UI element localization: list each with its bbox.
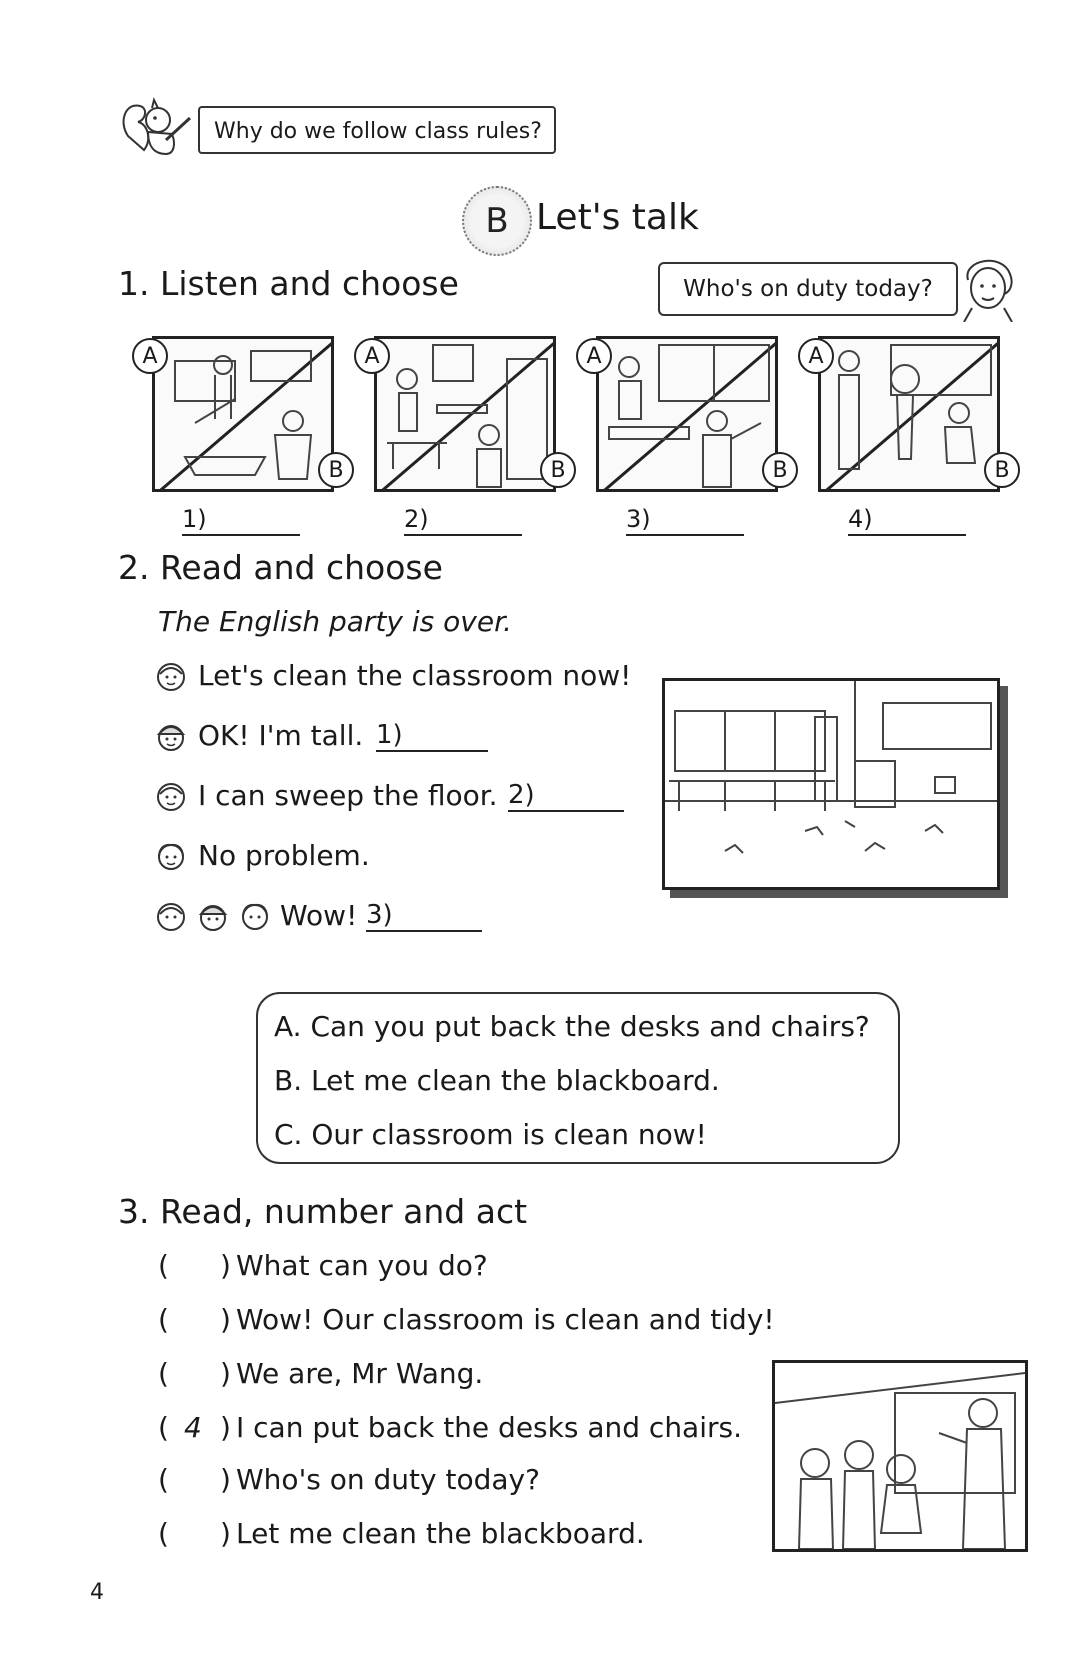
close-paren: ) (220, 1517, 231, 1550)
sentence-text: I can put back the desks and chairs. (236, 1411, 742, 1444)
answer-blank-3[interactable]: 3) (626, 504, 744, 536)
sentence-row-4 (158, 1408, 742, 1448)
sentence-text: Wow! Our classroom is clean and tidy! (236, 1303, 775, 1336)
number-slot[interactable] (158, 1354, 236, 1394)
number-slot[interactable] (158, 1460, 236, 1500)
squirrel-icon (118, 96, 194, 160)
number-slot[interactable] (158, 1514, 236, 1554)
messy-classroom-picture (662, 678, 1000, 890)
guiding-question: Why do we follow class rules? (214, 119, 542, 144)
marker-b-1: B (318, 452, 354, 488)
picture-panel-3 (596, 336, 778, 492)
exercise-1-title: 1. Listen and choose (118, 264, 459, 303)
open-paren: ( (158, 1463, 169, 1496)
dialogue-blank-2[interactable]: 2) (508, 780, 624, 812)
exercise-3-title: 3. Read, number and act (118, 1192, 528, 1231)
teacher-students-picture (772, 1360, 1028, 1552)
number-slot[interactable] (158, 1246, 236, 1286)
boy-cap-face-icon-2 (198, 902, 228, 932)
option-a: A. Can you put back the desks and chairs? (274, 1010, 870, 1043)
dialogue-blank-3[interactable]: 3) (366, 900, 482, 932)
sentence-row-3 (158, 1354, 483, 1394)
close-paren: ) (220, 1249, 231, 1282)
sentence-text: What can you do? (236, 1249, 488, 1282)
answer-blank-2[interactable]: 2) (404, 504, 522, 536)
sentence-row-1 (158, 1246, 488, 1286)
marker-a-2: A (354, 338, 390, 374)
sentence-row-6 (158, 1514, 645, 1554)
section-badge: B (462, 186, 532, 256)
answer-blank-4[interactable]: 4) (848, 504, 966, 536)
close-paren: ) (220, 1303, 231, 1336)
open-paren: ( (158, 1411, 169, 1444)
slot-number: 4 (184, 1411, 202, 1444)
open-paren: ( (158, 1303, 169, 1336)
marker-b-2: B (540, 452, 576, 488)
marker-a-1: A (132, 338, 168, 374)
dialogue-blank-1[interactable]: 1) (376, 720, 488, 752)
marker-a-3: A (576, 338, 612, 374)
speech-bubble (658, 262, 958, 316)
sentence-row-2 (158, 1300, 775, 1340)
dialogue-line-3: I can sweep the floor. (198, 779, 498, 812)
girl-face-icon (156, 842, 186, 872)
marker-b-3: B (762, 452, 798, 488)
marker-a-4: A (798, 338, 834, 374)
option-c: C. Our classroom is clean now! (274, 1118, 707, 1151)
dialogue-line-5: Wow! (280, 899, 358, 932)
sentence-text: Let me clean the blackboard. (236, 1517, 645, 1550)
open-paren: ( (158, 1249, 169, 1282)
speech-text: Who's on duty today? (683, 276, 933, 302)
teacher-face-icon (952, 250, 1024, 322)
sentence-row-5 (158, 1460, 540, 1500)
dialogue-line-1: Let's clean the classroom now! (198, 659, 632, 692)
sentence-text: Who's on duty today? (236, 1463, 540, 1496)
boy-cap-face-icon (156, 722, 186, 752)
sentence-text: We are, Mr Wang. (236, 1357, 484, 1390)
number-slot[interactable] (158, 1408, 236, 1448)
open-paren: ( (158, 1517, 169, 1550)
close-paren: ) (220, 1411, 231, 1444)
picture-panel-2 (374, 336, 556, 492)
answer-blank-1[interactable]: 1) (182, 504, 300, 536)
guiding-question-box (198, 106, 556, 154)
picture-panel-1 (152, 336, 334, 492)
boy-face-icon-2 (156, 782, 186, 812)
section-title: Let's talk (536, 197, 699, 238)
option-b: B. Let me clean the blackboard. (274, 1064, 720, 1097)
options-box (256, 992, 900, 1164)
boy-face-icon-3 (156, 902, 186, 932)
number-slot[interactable] (158, 1300, 236, 1340)
exercise-2-intro: The English party is over. (158, 605, 512, 638)
marker-b-4: B (984, 452, 1020, 488)
boy-face-icon (156, 662, 186, 692)
open-paren: ( (158, 1357, 169, 1390)
girl-face-icon-2 (240, 902, 270, 932)
page-number: 4 (90, 1580, 104, 1605)
exercise-2-title: 2. Read and choose (118, 548, 443, 587)
close-paren: ) (220, 1357, 231, 1390)
dialogue-line-2: OK! I'm tall. (198, 719, 364, 752)
dialogue-line-4: No problem. (198, 839, 370, 872)
picture-panel-4 (818, 336, 1000, 492)
close-paren: ) (220, 1463, 231, 1496)
